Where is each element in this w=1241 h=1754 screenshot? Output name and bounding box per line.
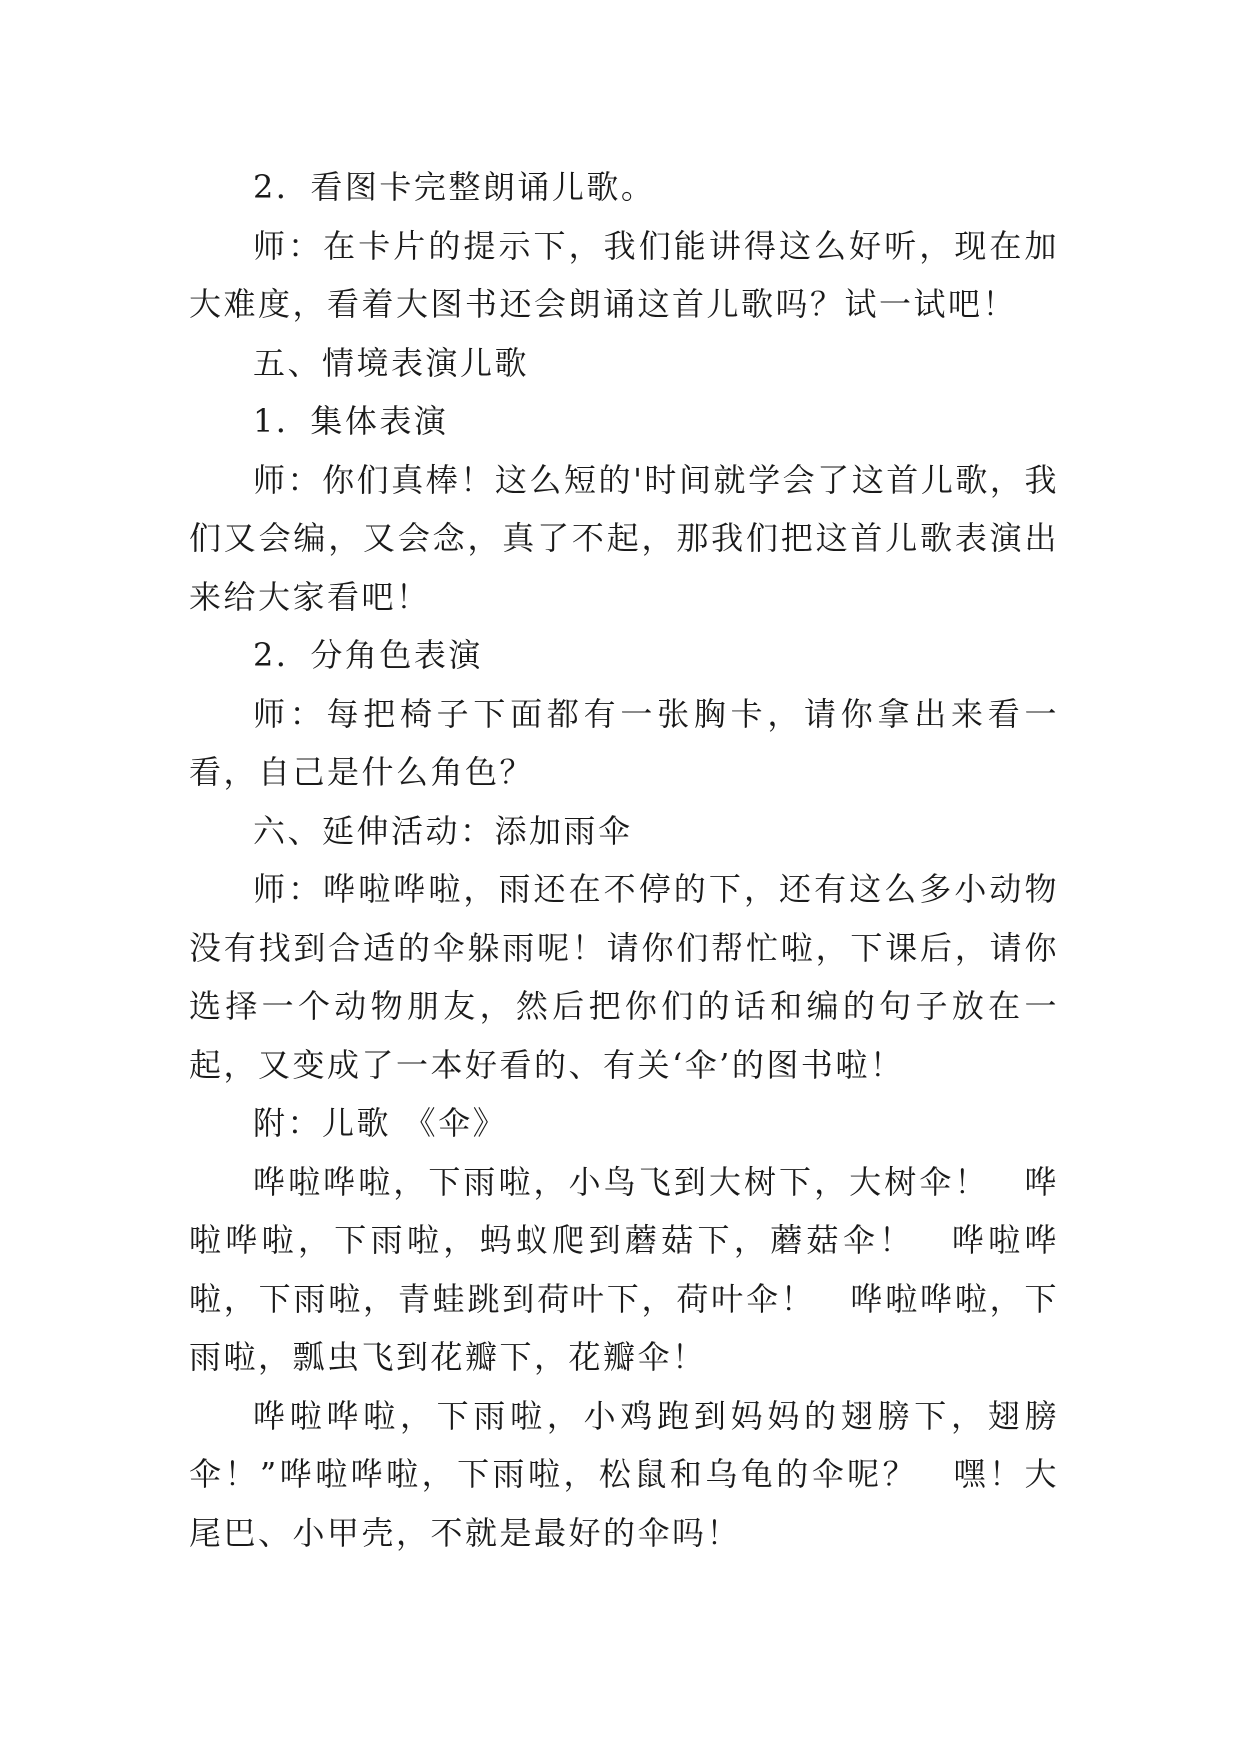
step-heading-group-performance: 1．集体表演: [253, 402, 449, 440]
poem-stanza-1: 哗啦哗啦，下雨啦，小鸟飞到大树下，大树伞！ 哗啦哗啦，下雨啦，蚂蚁爬到蘑菇下，蘑菇伞！ 哗啦哗啦，下雨啦，青蛙跳到荷叶下，荷叶伞！ 哗啦哗啦，下雨啦，瓢虫飞到花瓣下，花瓣伞！: [189, 1162, 1059, 1376]
teacher-line-badge: 师：每把椅子下面都有一张胸卡，请你拿出来看一看，自己是什么角色？: [189, 694, 1059, 791]
teacher-line-praise: 师：你们真棒！这么短的'时间就学会了这首儿歌，我们又会编，又会念，真了不起，那我们把这首儿歌表演出来给大家看吧！: [189, 460, 1059, 616]
step-heading-read-aloud: 2．看图卡完整朗诵儿歌。: [253, 168, 656, 206]
appendix-heading: 附：儿歌 《伞》: [253, 1104, 508, 1142]
step-heading-role-play: 2．分角色表演: [253, 636, 483, 674]
document-body: [189, 158, 1059, 1562]
poem-stanza-2: 哗啦哗啦，下雨啦，小鸡跑到妈妈的翅膀下，翅膀伞！”哗啦哗啦，下雨啦，松鼠和乌龟的伞呢？ 嘿！大尾巴、小甲壳，不就是最好的伞吗！: [189, 1396, 1059, 1552]
section-heading-extension: 六、延伸活动：添加雨伞: [253, 811, 633, 850]
teacher-line-picture-book: 师：在卡片的提示下，我们能讲得这么好听，现在加大难度，看着大图书还会朗诵这首儿歌吗？试一试吧！: [189, 226, 1059, 323]
teacher-line-extension: 师：哗啦哗啦，雨还在不停的下，还有这么多小动物没有找到合适的伞躲雨呢！请你们帮忙啦，下课后，请你选择一个动物朋友，然后把你们的话和编的句子放在一起，又变成了一本好看的、有关‘伞’的图书啦！: [189, 870, 1059, 1084]
section-heading-performance: 五、情境表演儿歌: [253, 343, 530, 382]
